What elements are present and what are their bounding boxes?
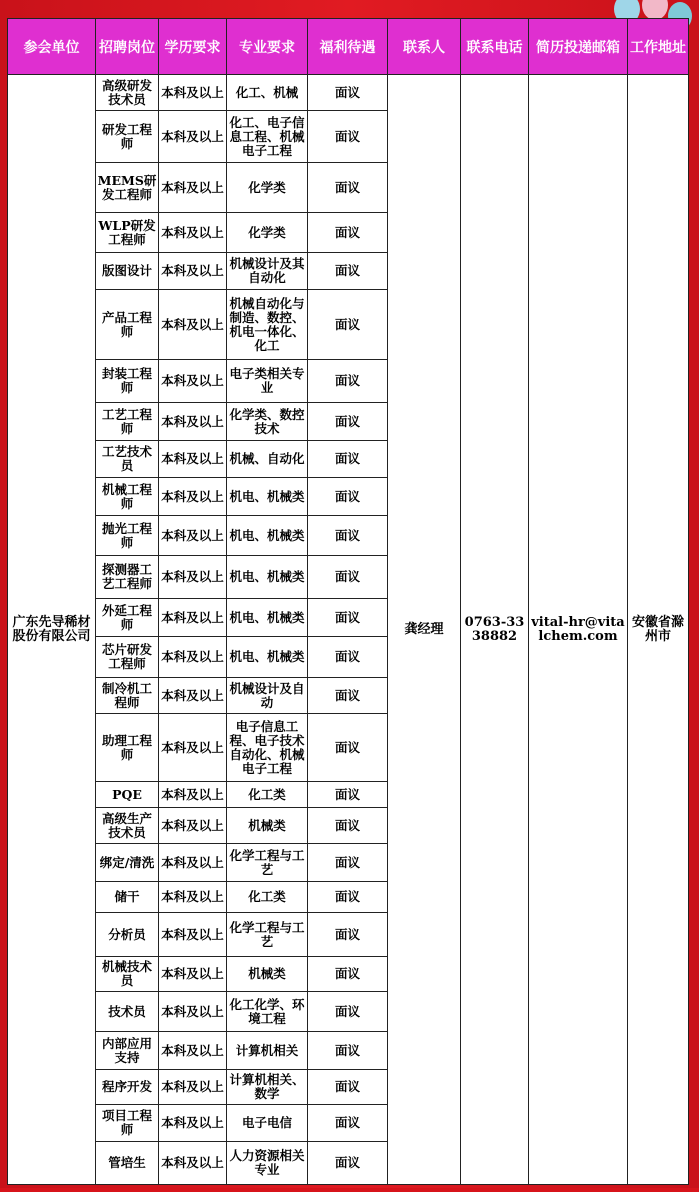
header-major: 专业要求 xyxy=(227,19,308,75)
post-cell: 高级研发技术员 xyxy=(96,75,159,111)
welfare-cell: 面议 xyxy=(308,1105,388,1142)
education-cell: 本科及以上 xyxy=(159,599,227,637)
education-cell: 本科及以上 xyxy=(159,1105,227,1142)
post-cell: 高级生产技术员 xyxy=(96,808,159,844)
welfare-cell: 面议 xyxy=(308,637,388,678)
major-cell: 化工、机械 xyxy=(227,75,308,111)
post-cell: 版图设计 xyxy=(96,253,159,290)
welfare-cell: 面议 xyxy=(308,599,388,637)
post-cell: 储干 xyxy=(96,882,159,913)
major-cell: 化学工程与工艺 xyxy=(227,913,308,957)
education-cell: 本科及以上 xyxy=(159,403,227,441)
education-cell: 本科及以上 xyxy=(159,360,227,403)
education-cell: 本科及以上 xyxy=(159,111,227,163)
email-cell: vital-hr@vitalchem.com xyxy=(529,75,628,1185)
post-cell: 机械工程师 xyxy=(96,478,159,516)
education-cell: 本科及以上 xyxy=(159,637,227,678)
welfare-cell: 面议 xyxy=(308,714,388,782)
welfare-cell: 面议 xyxy=(308,782,388,808)
major-cell: 机电、机械类 xyxy=(227,599,308,637)
education-cell: 本科及以上 xyxy=(159,478,227,516)
welfare-cell: 面议 xyxy=(308,163,388,213)
post-cell: 外延工程师 xyxy=(96,599,159,637)
major-cell: 计算机相关、数学 xyxy=(227,1070,308,1105)
header-company: 参会单位 xyxy=(8,19,96,75)
header-phone: 联系电话 xyxy=(461,19,529,75)
education-cell: 本科及以上 xyxy=(159,808,227,844)
post-cell: 内部应用支持 xyxy=(96,1032,159,1070)
welfare-cell: 面议 xyxy=(308,1070,388,1105)
education-cell: 本科及以上 xyxy=(159,1070,227,1105)
post-cell: 产品工程师 xyxy=(96,290,159,360)
company-cell: 广东先导稀材股份有限公司 xyxy=(8,75,96,1185)
welfare-cell: 面议 xyxy=(308,213,388,253)
table-row xyxy=(8,75,689,111)
phone-cell: 0763-3338882 xyxy=(461,75,529,1185)
welfare-cell: 面议 xyxy=(308,290,388,360)
welfare-cell: 面议 xyxy=(308,678,388,714)
post-cell: 封装工程师 xyxy=(96,360,159,403)
education-cell: 本科及以上 xyxy=(159,1032,227,1070)
major-cell: 机械类 xyxy=(227,957,308,992)
welfare-cell: 面议 xyxy=(308,882,388,913)
education-cell: 本科及以上 xyxy=(159,163,227,213)
major-cell: 化工类 xyxy=(227,882,308,913)
education-cell: 本科及以上 xyxy=(159,556,227,599)
education-cell: 本科及以上 xyxy=(159,844,227,882)
major-cell: 化学类 xyxy=(227,213,308,253)
welfare-cell: 面议 xyxy=(308,403,388,441)
major-cell: 机电、机械类 xyxy=(227,478,308,516)
post-cell: 技术员 xyxy=(96,992,159,1032)
header-welfare: 福利待遇 xyxy=(308,19,388,75)
post-cell: 工艺工程师 xyxy=(96,403,159,441)
welfare-cell: 面议 xyxy=(308,844,388,882)
welfare-cell: 面议 xyxy=(308,913,388,957)
post-cell: 工艺技术员 xyxy=(96,441,159,478)
major-cell: 机电、机械类 xyxy=(227,556,308,599)
table-body xyxy=(8,75,689,1185)
education-cell: 本科及以上 xyxy=(159,957,227,992)
table-header-row xyxy=(8,19,689,75)
education-cell: 本科及以上 xyxy=(159,441,227,478)
education-cell: 本科及以上 xyxy=(159,290,227,360)
post-cell: 机械技术员 xyxy=(96,957,159,992)
post-cell: 抛光工程师 xyxy=(96,516,159,556)
welfare-cell: 面议 xyxy=(308,808,388,844)
post-cell: 项目工程师 xyxy=(96,1105,159,1142)
education-cell: 本科及以上 xyxy=(159,516,227,556)
education-cell: 本科及以上 xyxy=(159,882,227,913)
major-cell: 化工、电子信息工程、机械电子工程 xyxy=(227,111,308,163)
education-cell: 本科及以上 xyxy=(159,678,227,714)
major-cell: 机械设计及其自动化 xyxy=(227,253,308,290)
education-cell: 本科及以上 xyxy=(159,782,227,808)
major-cell: 化工化学、环境工程 xyxy=(227,992,308,1032)
post-cell: PQE xyxy=(96,782,159,808)
post-cell: 芯片研发工程师 xyxy=(96,637,159,678)
post-cell: 绑定/清洗 xyxy=(96,844,159,882)
major-cell: 化工类 xyxy=(227,782,308,808)
education-cell: 本科及以上 xyxy=(159,913,227,957)
post-cell: 探测器工艺工程师 xyxy=(96,556,159,599)
education-cell: 本科及以上 xyxy=(159,75,227,111)
header-education: 学历要求 xyxy=(159,19,227,75)
post-cell: 程序开发 xyxy=(96,1070,159,1105)
post-cell: WLP研发工程师 xyxy=(96,213,159,253)
post-cell: 研发工程师 xyxy=(96,111,159,163)
major-cell: 电子电信 xyxy=(227,1105,308,1142)
major-cell: 机电、机械类 xyxy=(227,637,308,678)
header-email: 简历投递邮箱 xyxy=(529,19,628,75)
major-cell: 计算机相关 xyxy=(227,1032,308,1070)
major-cell: 化学类、数控技术 xyxy=(227,403,308,441)
major-cell: 人力资源相关专业 xyxy=(227,1142,308,1185)
major-cell: 机械、自动化 xyxy=(227,441,308,478)
post-cell: 助理工程师 xyxy=(96,714,159,782)
header-contact: 联系人 xyxy=(388,19,461,75)
education-cell: 本科及以上 xyxy=(159,213,227,253)
major-cell: 机械设计及自动 xyxy=(227,678,308,714)
post-cell: 制冷机工程师 xyxy=(96,678,159,714)
major-cell: 机械类 xyxy=(227,808,308,844)
major-cell: 电子类相关专业 xyxy=(227,360,308,403)
welfare-cell: 面议 xyxy=(308,111,388,163)
welfare-cell: 面议 xyxy=(308,478,388,516)
welfare-cell: 面议 xyxy=(308,360,388,403)
contact-cell: 龚经理 xyxy=(388,75,461,1185)
education-cell: 本科及以上 xyxy=(159,253,227,290)
welfare-cell: 面议 xyxy=(308,1032,388,1070)
major-cell: 化学类 xyxy=(227,163,308,213)
education-cell: 本科及以上 xyxy=(159,714,227,782)
major-cell: 机电、机械类 xyxy=(227,516,308,556)
welfare-cell: 面议 xyxy=(308,441,388,478)
education-cell: 本科及以上 xyxy=(159,992,227,1032)
welfare-cell: 面议 xyxy=(308,75,388,111)
header-address: 工作地址 xyxy=(628,19,689,75)
address-cell: 安徽省滁州市 xyxy=(628,75,689,1185)
header-post: 招聘岗位 xyxy=(96,19,159,75)
post-cell: 管培生 xyxy=(96,1142,159,1185)
welfare-cell: 面议 xyxy=(308,253,388,290)
welfare-cell: 面议 xyxy=(308,516,388,556)
major-cell: 电子信息工程、电子技术自动化、机械电子工程 xyxy=(227,714,308,782)
recruitment-table xyxy=(7,18,689,1185)
welfare-cell: 面议 xyxy=(308,556,388,599)
major-cell: 化学工程与工艺 xyxy=(227,844,308,882)
welfare-cell: 面议 xyxy=(308,957,388,992)
welfare-cell: 面议 xyxy=(308,1142,388,1185)
education-cell: 本科及以上 xyxy=(159,1142,227,1185)
welfare-cell: 面议 xyxy=(308,992,388,1032)
post-cell: 分析员 xyxy=(96,913,159,957)
post-cell: MEMS研发工程师 xyxy=(96,163,159,213)
major-cell: 机械自动化与制造、数控、机电一体化、化工 xyxy=(227,290,308,360)
